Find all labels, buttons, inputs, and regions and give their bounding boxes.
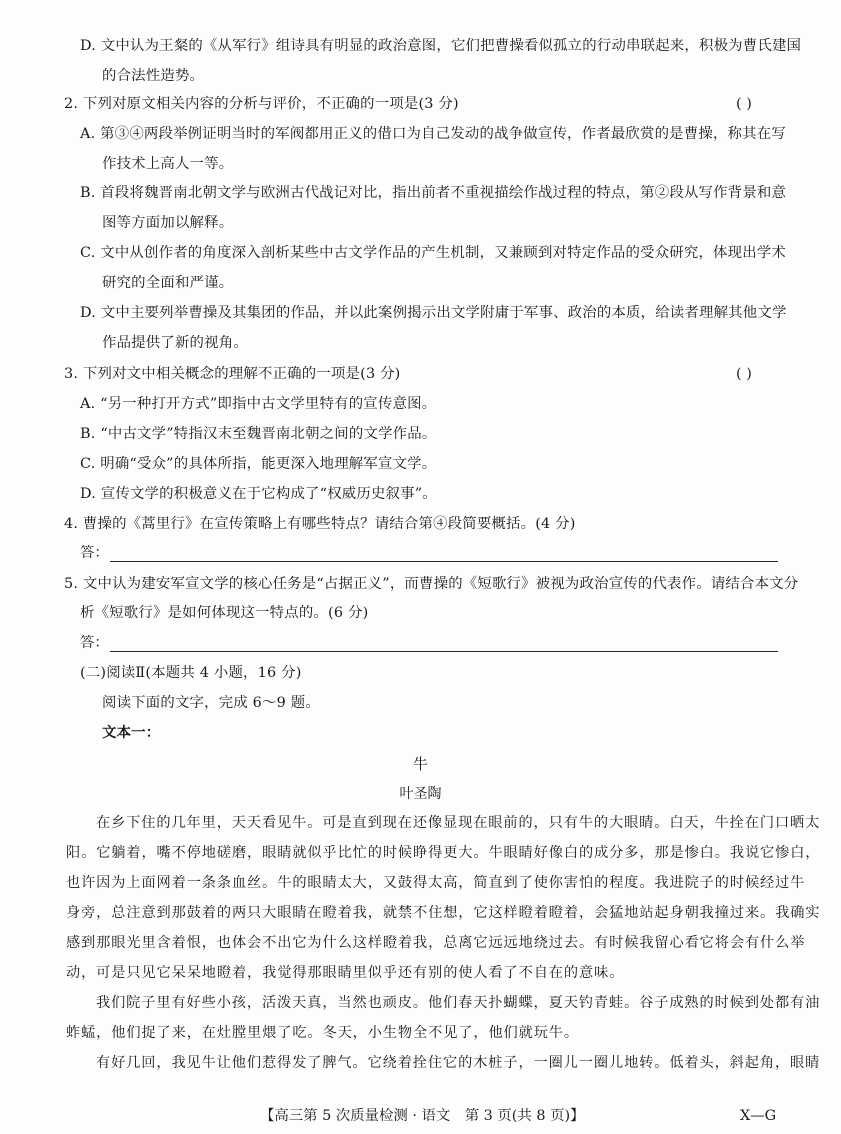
q4-answer-line[interactable] <box>110 561 778 562</box>
essay-line: 也许因为上面网着一条条血丝。牛的眼睛太大，又鼓得太高，简直到了使你害怕的程度。我进院子的时候经过牛 <box>66 875 806 891</box>
essay-line: 动，可是只见它呆呆地瞪着，我觉得那眼睛里似乎还有别的使人看了不自在的意味。 <box>66 965 625 981</box>
q1-option-d-line2: 的合法性造势。 <box>102 68 205 84</box>
q5-answer-line[interactable] <box>110 651 778 652</box>
q2-option-a-line2: 作技术上高人一等。 <box>102 156 234 172</box>
essay-line: 蚱蜢，他们捉了来，在灶膛里煨了吃。冬天，小生物全不见了，他们就玩牛。 <box>66 1025 579 1041</box>
q2-stem: 2. 下列对原文相关内容的分析与评价，不正确的一项是(3 分) <box>64 96 459 112</box>
essay-line: 感到那眼光里含着恨，也体会不出它为什么这样瞪着我，总离它远远地绕过去。有时候我留心看它将会有什么举 <box>66 935 806 951</box>
essay-line: 我们院子里有好些小孩，活泼天真，当然也顽皮。他们春天扑蝴蝶，夏天钓青蛙。谷子成熟的时候到处都有油 <box>96 995 821 1011</box>
essay-title: 牛 <box>412 755 428 773</box>
section2-heading: (二)阅读Ⅱ(本题共 4 小题，16 分) <box>80 665 302 681</box>
q5-stem-line1: 5. 文中认为建安军宣文学的核心任务是“占据正义”，而曹操的《短歌行》被视为政治宣传的代表作。请结合本文分 <box>64 576 799 592</box>
q3-option-c: C. 明确“受众”的具体所指，能更深入地理解军宣文学。 <box>80 456 437 472</box>
essay-line: 身旁，总注意到那鼓着的两只大眼睛在瞪着我，就禁不住想，它这样瞪着瞪着，会猛地站起身朝我撞过来。我确实 <box>66 905 821 921</box>
q3-answer-paren: ( ) <box>736 366 752 382</box>
q3-option-d: D. 宣传文学的积极意义在于它构成了“权威历史叙事”。 <box>80 486 437 502</box>
essay-line: 阳。它躺着，嘴不停地磋磨，眼睛就似乎比忙的时候睁得更大。牛眼睛好像白的成分多，那是惨白。我说它惨白， <box>66 845 821 861</box>
q3-option-b: B. “中古文学”特指汉末至魏晋南北朝之间的文学作品。 <box>80 426 437 442</box>
q2-option-c-line1: C. 文中从创作者的角度深入剖析某些中古文学作品的产生机制，又兼顾到对特定作品的受众研究，体现出学术 <box>80 245 787 261</box>
essay-line: 在乡下住的几年里，天天看见牛。可是直到现在还像显现在眼前的，只有牛的大眼睛。白天，牛拴在门口晒太 <box>96 815 821 831</box>
q5-stem-line2: 析《短歌行》是如何体现这一特点的。(6 分) <box>80 605 369 621</box>
section2-text-label: 文本一： <box>102 724 161 741</box>
paper-code: X—G <box>740 1108 777 1124</box>
q4-stem: 4. 曹操的《蒿里行》在宣传策略上有哪些特点？请结合第④段简要概括。(4 分) <box>64 516 576 532</box>
q2-answer-paren: ( ) <box>736 96 752 112</box>
q2-option-b-line2: 图等方面加以解释。 <box>102 215 234 231</box>
q2-option-c-line2: 研究的全面和严谨。 <box>102 275 234 291</box>
essay-line: 有好几回，我见牛让他们惹得发了脾气。它绕着拴住它的木桩子，一圈儿一圈儿地转。低着头，斜起角，眼睛 <box>96 1055 821 1071</box>
essay-author: 叶圣陶 <box>399 786 442 802</box>
section2-instruction: 阅读下面的文字，完成 6～9 题。 <box>102 695 320 711</box>
q5-answer-label: 答： <box>80 635 109 651</box>
q3-option-a: A. “另一种打开方式”即指中古文学里特有的宣传意图。 <box>80 396 437 412</box>
q2-option-a-line1: A. 第③④两段举例证明当时的军阀都用正义的借口为自己发动的战争做宣传，作者最欣赏的是曹操，称其在写 <box>80 126 786 142</box>
page-footer: 【高三第 5 次质量检测 · 语文 第 3 页(共 8 页)】 <box>260 1108 585 1124</box>
q2-option-b-line1: B. 首段将魏晋南北朝文学与欧洲古代战记对比，指出前者不重视描绘作战过程的特点，第②段从写作背景和意 <box>80 185 787 201</box>
q3-stem: 3. 下列对文中相关概念的理解不正确的一项是(3 分) <box>64 366 401 382</box>
q4-answer-label: 答： <box>80 545 109 561</box>
q2-option-d-line1: D. 文中主要列举曹操及其集团的作品，并以此案例揭示出文学附庸于军事、政治的本质，给读者理解其他文学 <box>80 305 787 321</box>
q1-option-d-line1: D. 文中认为王粲的《从军行》组诗具有明显的政治意图，它们把曹操看似孤立的行动串联起来，积极为曹氏建国 <box>80 38 802 54</box>
q2-option-d-line2: 作品提供了新的视角。 <box>102 335 248 351</box>
